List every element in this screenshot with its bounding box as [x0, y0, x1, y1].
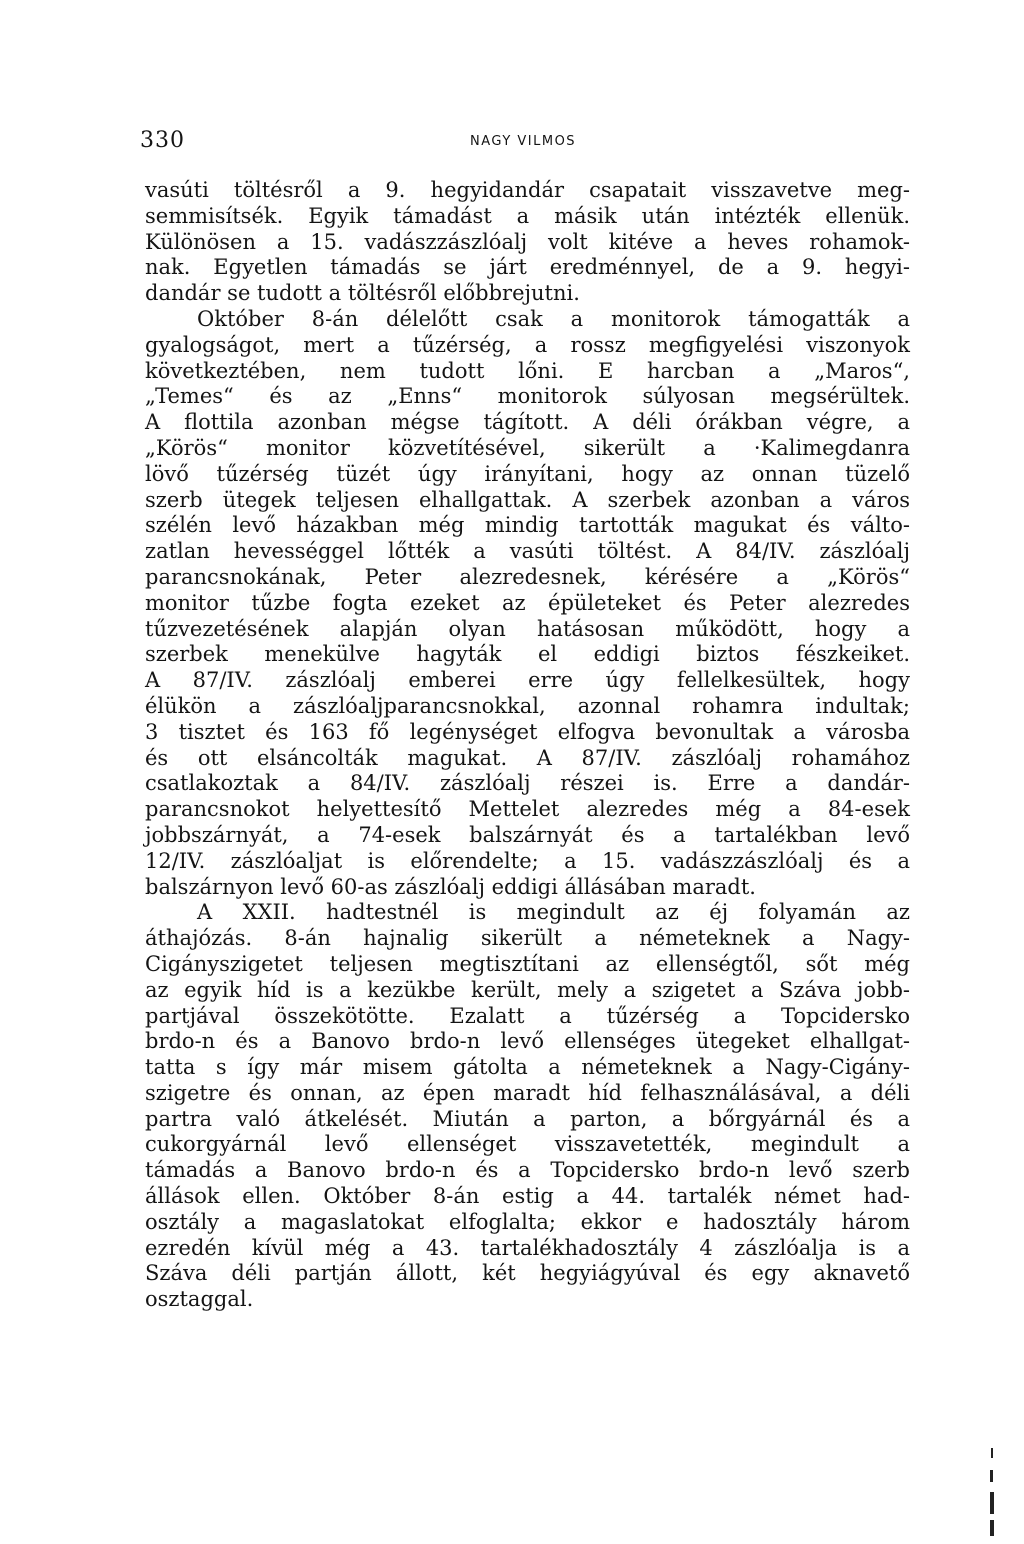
text-line: balszárnyon levő 60-as zászlóalj eddigi állásában maradt. — [145, 874, 756, 899]
text-line: lövő tűzérség tüzét úgy irányítani, hogy az onnan tüzelő — [145, 461, 910, 486]
running-head: NAGY VILMOS — [470, 134, 577, 149]
text-line: élükön a zászlóaljparancsnokkal, azonnal rohamra indultak; — [145, 693, 910, 718]
text-line: és ott elsáncolták magukat. A 87/IV. zászlóalj rohamához — [145, 745, 910, 770]
text-line: Száva déli partján állott, két hegyiágyúval és egy aknavető — [145, 1261, 910, 1286]
text-line: támadás a Banovo brdo-n és a Topcidersko brdo-n levő szerb — [145, 1158, 910, 1183]
text-line: 12/IV. zászlóaljat is előrendelte; a 15. vadászzászlóalj és a — [145, 848, 910, 873]
text-line: szigetre és onnan, az épen maradt híd felhasználásával, a déli — [145, 1080, 910, 1105]
text-line: zatlan hevességgel lőtték a vasúti töltést. A 84/IV. zászlóalj — [145, 539, 910, 564]
text-line: parancsnokot helyettesítő Mettelet alezredes még a 84-esek — [145, 797, 910, 822]
text-line: az egyik híd is a kezükbe került, mely a szigetet a Száva jobb- — [145, 977, 910, 1002]
text-line: gyalogságot, mert a tűzérség, a rossz megfigyelési viszonyok — [145, 332, 910, 357]
text-line: 3 tisztet és 163 fő legénységet elfogva bevonultak a városba — [145, 719, 910, 744]
text-line: tatta s így már misem gátolta a németeknek a Nagy-Cigány- — [145, 1055, 910, 1080]
text-line: Különösen a 15. vadászzászlóalj volt kitéve a heves rohamok- — [145, 229, 910, 254]
text-line: „Temes“ és az „Enns“ monitorok súlyosan megsérültek. — [145, 384, 910, 409]
text-line: tűzvezetésének alapján olyan hatásosan működött, hogy a — [145, 616, 910, 641]
text-line: osztaggal. — [145, 1287, 254, 1312]
text-line: szerb ütegek teljesen elhallgattak. A szerbek azonban a város — [145, 487, 910, 512]
text-line: következtében, nem tudott lőni. E harcban a „Maros“, — [145, 358, 910, 383]
text-line: partjával összekötötte. Ezalatt a tűzérség a Topcidersko — [145, 1003, 910, 1028]
page-number: 330 — [140, 128, 185, 153]
text-line: osztály a magaslatokat elfoglalta; ekkor e hadosztály három — [145, 1209, 910, 1234]
text-line: állások ellen. Október 8-án estig a 44. tartalék német had- — [145, 1184, 910, 1209]
text-line: parancsnokának, Peter alezredesnek, kérésére a „Körös“ — [145, 564, 910, 589]
text-line: A XXII. hadtestnél is megindult az éj folyamán az — [197, 900, 910, 925]
text-line: áthajózás. 8-án hajnalig sikerült a németeknek a Nagy- — [145, 926, 910, 951]
text-line: szélén levő házakban még mindig tartották magukat és válto- — [145, 513, 910, 538]
text-line: ezredén kívül még a 43. tartalékhadosztály 4 zászlóalja is a — [145, 1235, 910, 1260]
text-line: jobbszárnyát, a 74-esek balszárnyát és a tartalékban levő — [145, 822, 910, 847]
body-text — [145, 178, 910, 1313]
text-line: cukorgyárnál levő ellenséget visszavetették, megindult a — [145, 1132, 910, 1157]
text-line: Cigányszigetet teljesen megtisztítani az ellenségtől, sőt még — [145, 951, 910, 976]
text-line: semmisítsék. Egyik támadást a másik után intézték ellenük. — [145, 203, 910, 228]
text-line: dandár se tudott a töltésről előbbrejutni. — [145, 281, 580, 306]
text-line: partra való átkelését. Miután a parton, a bőrgyárnál és a — [145, 1106, 910, 1131]
margin-ink-mark — [988, 1448, 996, 1538]
text-line: „Körös“ monitor közvetítésével, sikerült a ·Kalimegdanra — [145, 435, 910, 460]
text-line: vasúti töltésről a 9. hegyidandár csapatait visszavetve meg- — [145, 178, 910, 202]
text-line: csatlakoztak a 84/IV. zászlóalj részei is. Erre a dandár- — [145, 771, 910, 796]
text-line: szerbek menekülve hagyták el eddigi biztos fészkeiket. — [145, 642, 910, 667]
text-line: A flottila azonban mégse tágított. A déli órákban végre, a — [145, 410, 910, 435]
text-line: Október 8-án délelőtt csak a monitorok támogatták a — [197, 306, 910, 331]
text-line: A 87/IV. zászlóalj emberei erre úgy fellelkesültek, hogy — [145, 668, 910, 693]
text-line: nak. Egyetlen támadás se járt eredménnyel, de a 9. hegyi- — [145, 255, 910, 280]
text-line: brdo-n és a Banovo brdo-n levő ellenséges ütegeket elhallgat- — [145, 1029, 910, 1054]
text-line: monitor tűzbe fogta ezeket az épületeket és Peter alezredes — [145, 590, 910, 615]
